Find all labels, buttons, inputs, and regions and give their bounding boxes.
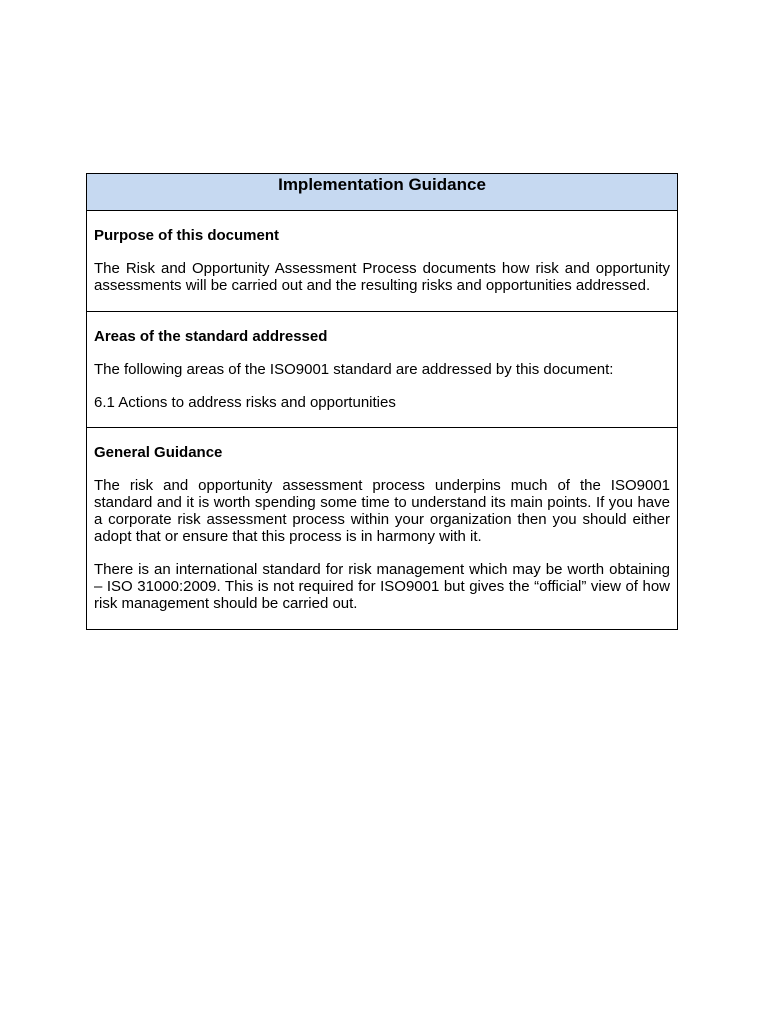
- table-header-cell: [87, 174, 678, 211]
- section-paragraph: 6.1 Actions to address risks and opportunities: [94, 394, 396, 411]
- section-paragraph: There is an international standard for risk management which may be worth obtaining – ISO 31000:2009. This is not required for ISO9001 but gives the “official” view of how risk management should be carried out.: [94, 561, 670, 612]
- section-purpose-cell: [87, 211, 678, 312]
- table-title: Implementation Guidance: [278, 175, 486, 194]
- section-paragraph: The risk and opportunity assessment process underpins much of the ISO9001 standard and it is worth spending some time to understand its main points. If you have a corporate risk assessment process within your organization then you should either adopt that or ensure that this process is in harmony with it.: [94, 477, 670, 545]
- section-areas-row: [87, 312, 678, 428]
- section-areas-cell: [87, 312, 678, 428]
- implementation-guidance-table: [86, 173, 678, 630]
- section-paragraph: The following areas of the ISO9001 standard are addressed by this document:: [94, 361, 614, 378]
- section-guidance-cell: [87, 428, 678, 630]
- section-heading: General Guidance: [94, 444, 223, 461]
- section-heading: Areas of the standard addressed: [94, 328, 328, 345]
- section-purpose-row: [87, 211, 678, 312]
- table-header-row: [87, 174, 678, 211]
- section-heading: Purpose of this document: [94, 227, 280, 244]
- section-paragraph: The Risk and Opportunity Assessment Process documents how risk and opportunity assessments will be carried out and the resulting risks and opportunities addressed.: [94, 260, 670, 294]
- section-guidance-row: [87, 428, 678, 630]
